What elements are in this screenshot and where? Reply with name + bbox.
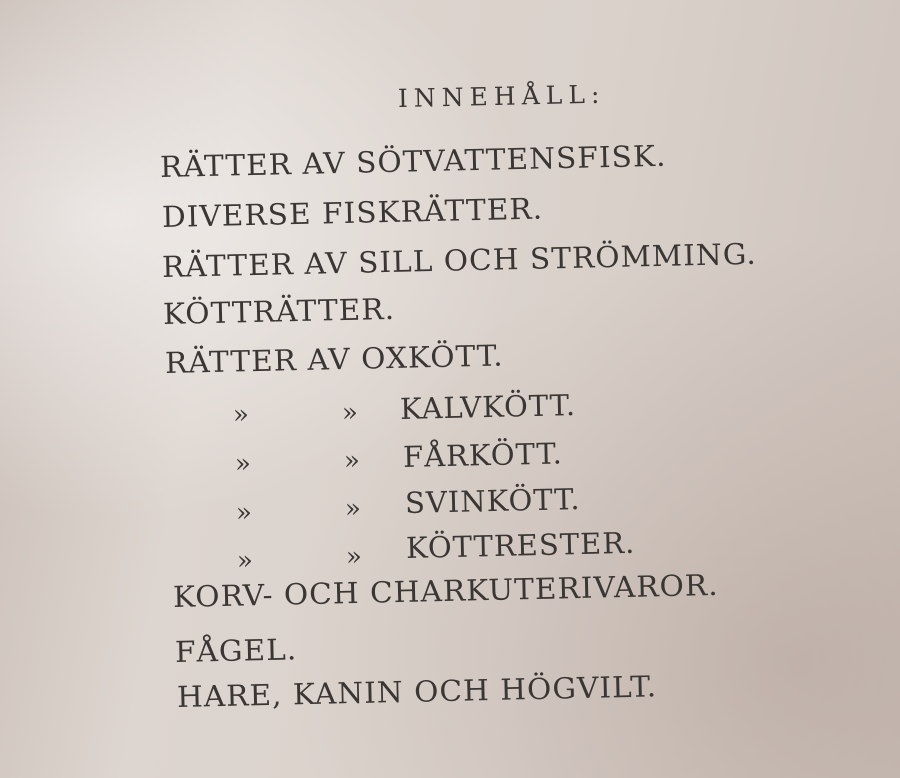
contents-heading: INNEHÅLL: [397,79,606,113]
ditto-mark: » [341,397,359,429]
contents-entry: DIVERSE FISKRÄTTER. [161,191,544,234]
ditto-mark: » [235,497,253,529]
contents-entry: KORV- OCH CHARKUTERIVAROR. [172,567,719,614]
ditto-mark: » [344,493,362,525]
contents-entry: RÄTTER AV SILL OCH STRÖMMING. [161,236,758,284]
ditto-mark: » [236,545,254,577]
contents-entry: FÅGEL. [174,632,298,669]
contents-sub-entry: FÅRKÖTT. [402,436,564,474]
contents-entry: HARE, KANIN OCH HÖGVILT. [176,669,658,714]
ditto-mark: » [232,399,250,431]
contents-entry: RÄTTER AV OXKÖTT. [164,338,505,380]
contents-sub-entry: SVINKÖTT. [404,482,581,520]
ditto-mark: » [234,448,252,480]
contents-entry: RÄTTER AV SÖTVATTENSFISK. [159,138,667,184]
ditto-mark: » [345,541,363,573]
contents-sub-entry: KÖTTRESTER. [405,525,636,565]
contents-entry: KÖTTRÄTTER. [162,291,396,331]
ditto-mark: » [343,445,361,477]
contents-sub-entry: KALVKÖTT. [399,388,577,426]
